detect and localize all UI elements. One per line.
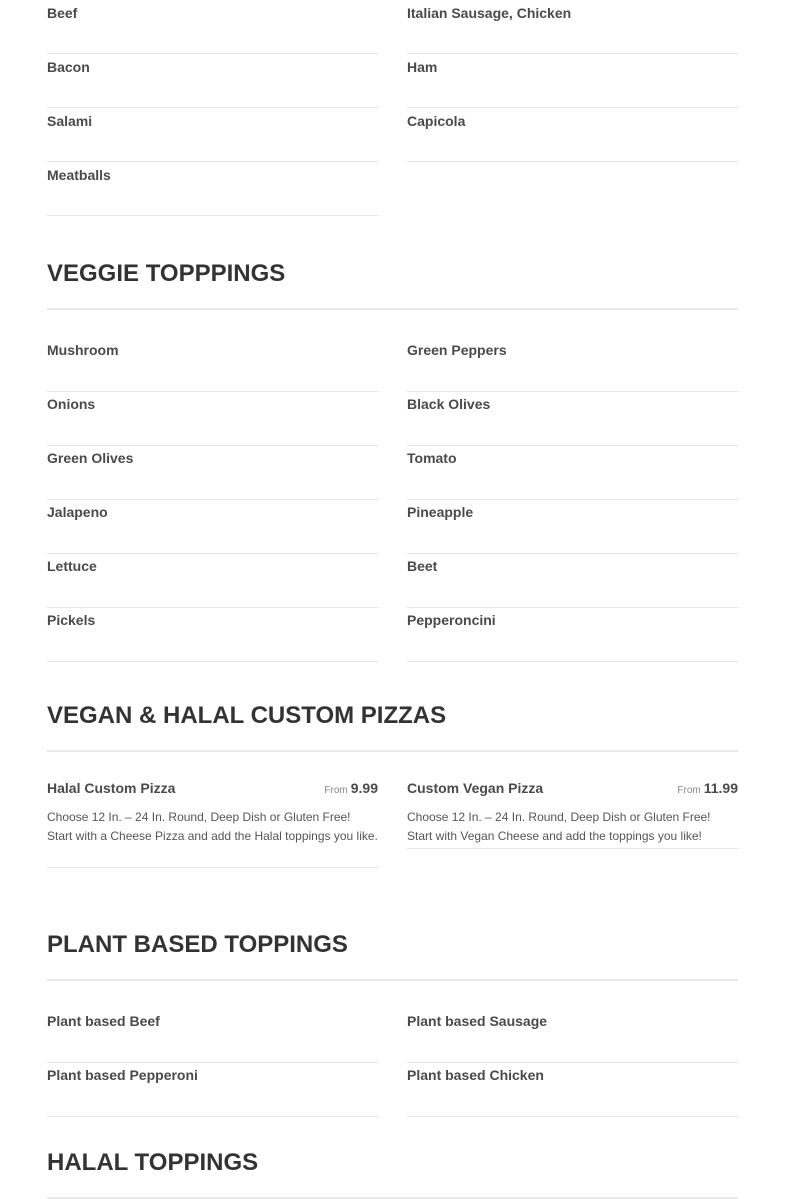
veggie-toppings-left-column (47, 338, 378, 662)
topping-item-green-olives[interactable] (47, 446, 378, 500)
topping-name: Plant based Pepperoni (47, 1067, 198, 1083)
custom-pizzas-left-column (47, 780, 378, 868)
menu-item-price (677, 780, 738, 798)
topping-name: Lettuce (47, 558, 97, 574)
topping-item-capicola[interactable] (407, 108, 738, 162)
menu-item-header (407, 780, 738, 798)
topping-item-mushroom[interactable] (47, 338, 378, 392)
plant-based-toppings-section (47, 931, 738, 1117)
plant-toppings-grid (47, 1009, 738, 1117)
topping-item-pepperoncini[interactable] (407, 608, 738, 662)
halal-toppings-section (47, 1149, 738, 1199)
section-title-vegan-halal: VEGAN & HALAL CUSTOM PIZZAS (47, 702, 738, 752)
topping-name: Italian Sausage, Chicken (407, 5, 572, 21)
topping-item-plant-based-sausage[interactable] (407, 1009, 738, 1063)
topping-name: Plant based Sausage (407, 1013, 548, 1029)
topping-name: Ham (407, 59, 438, 75)
topping-name: Plant based Chicken (407, 1067, 544, 1083)
topping-name: Meatballs (47, 167, 111, 183)
topping-item-salami[interactable] (47, 108, 378, 162)
plant-toppings-right-column (407, 1009, 738, 1117)
topping-item-lettuce[interactable] (47, 554, 378, 608)
topping-name: Jalapeno (47, 504, 108, 520)
price-amount: 9.99 (350, 780, 378, 796)
menu-item-halal-custom-pizza[interactable] (47, 780, 378, 868)
topping-item-onions[interactable] (47, 392, 378, 446)
topping-item-tomato[interactable] (407, 446, 738, 500)
vegan-halal-pizzas-section (47, 702, 738, 868)
section-title-veggie: VEGGIE TOPPPINGS (47, 260, 738, 310)
topping-item-italian-sausage-chicken[interactable] (407, 0, 738, 54)
topping-item-plant-based-chicken[interactable] (407, 1063, 738, 1117)
menu-item-custom-vegan-pizza[interactable] (407, 780, 738, 849)
menu-item-description: Choose 12 In. – 24 In. Round, Deep Dish or Gluten Free! Start with Vegan Cheese and add the toppings you like! (407, 810, 711, 843)
topping-item-green-peppers[interactable] (407, 338, 738, 392)
menu-item-description: Choose 12 In. – 24 In. Round, Deep Dish or Gluten Free! Start with a Cheese Pizza and add the Halal toppings you like. (47, 810, 378, 843)
topping-item-black-olives[interactable] (407, 392, 738, 446)
meat-toppings-left-column (47, 0, 378, 216)
topping-name: Salami (47, 113, 93, 129)
price-amount: 11.99 (703, 780, 738, 796)
topping-item-plant-based-beef[interactable] (47, 1009, 378, 1063)
custom-pizzas-right-column (407, 780, 738, 868)
plant-toppings-left-column (47, 1009, 378, 1117)
topping-name: Capicola (407, 113, 466, 129)
topping-name: Bacon (47, 59, 90, 75)
topping-item-pineapple[interactable] (407, 500, 738, 554)
price-from-label: From (324, 785, 348, 796)
price-from-label: From (677, 785, 701, 796)
topping-name: Onions (47, 396, 96, 412)
meat-toppings-section (47, 0, 738, 216)
topping-item-meatballs[interactable] (47, 162, 378, 216)
menu-item-price (324, 780, 378, 798)
menu-item-name: Custom Vegan Pizza (407, 780, 544, 796)
topping-name: Green Peppers (407, 342, 507, 358)
topping-item-bacon[interactable] (47, 54, 378, 108)
topping-name: Black Olives (407, 396, 491, 412)
section-title-halal: HALAL TOPPINGS (47, 1149, 738, 1199)
topping-item-jalapeno[interactable] (47, 500, 378, 554)
topping-name: Plant based Beef (47, 1013, 160, 1029)
veggie-toppings-grid (47, 338, 738, 662)
topping-name: Beet (407, 558, 438, 574)
meat-toppings-right-column (407, 0, 738, 216)
topping-item-plant-based-pepperoni[interactable] (47, 1063, 378, 1117)
menu-item-header (47, 780, 378, 798)
topping-name: Pickels (47, 612, 96, 628)
veggie-toppings-right-column (407, 338, 738, 662)
topping-item-beef[interactable] (47, 0, 378, 54)
topping-name: Tomato (407, 450, 457, 466)
topping-name: Pepperoncini (407, 612, 496, 628)
topping-item-beet[interactable] (407, 554, 738, 608)
veggie-toppings-section (47, 260, 738, 662)
topping-name: Mushroom (47, 342, 119, 358)
topping-name: Beef (47, 5, 78, 21)
meat-toppings-grid (47, 0, 738, 216)
topping-item-pickels[interactable] (47, 608, 378, 662)
topping-item-ham[interactable] (407, 54, 738, 108)
topping-name: Green Olives (47, 450, 134, 466)
menu-item-name: Halal Custom Pizza (47, 780, 176, 796)
custom-pizzas-grid (47, 780, 738, 868)
section-title-plant-based: PLANT BASED TOPPINGS (47, 931, 738, 981)
topping-name: Pineapple (407, 504, 474, 520)
